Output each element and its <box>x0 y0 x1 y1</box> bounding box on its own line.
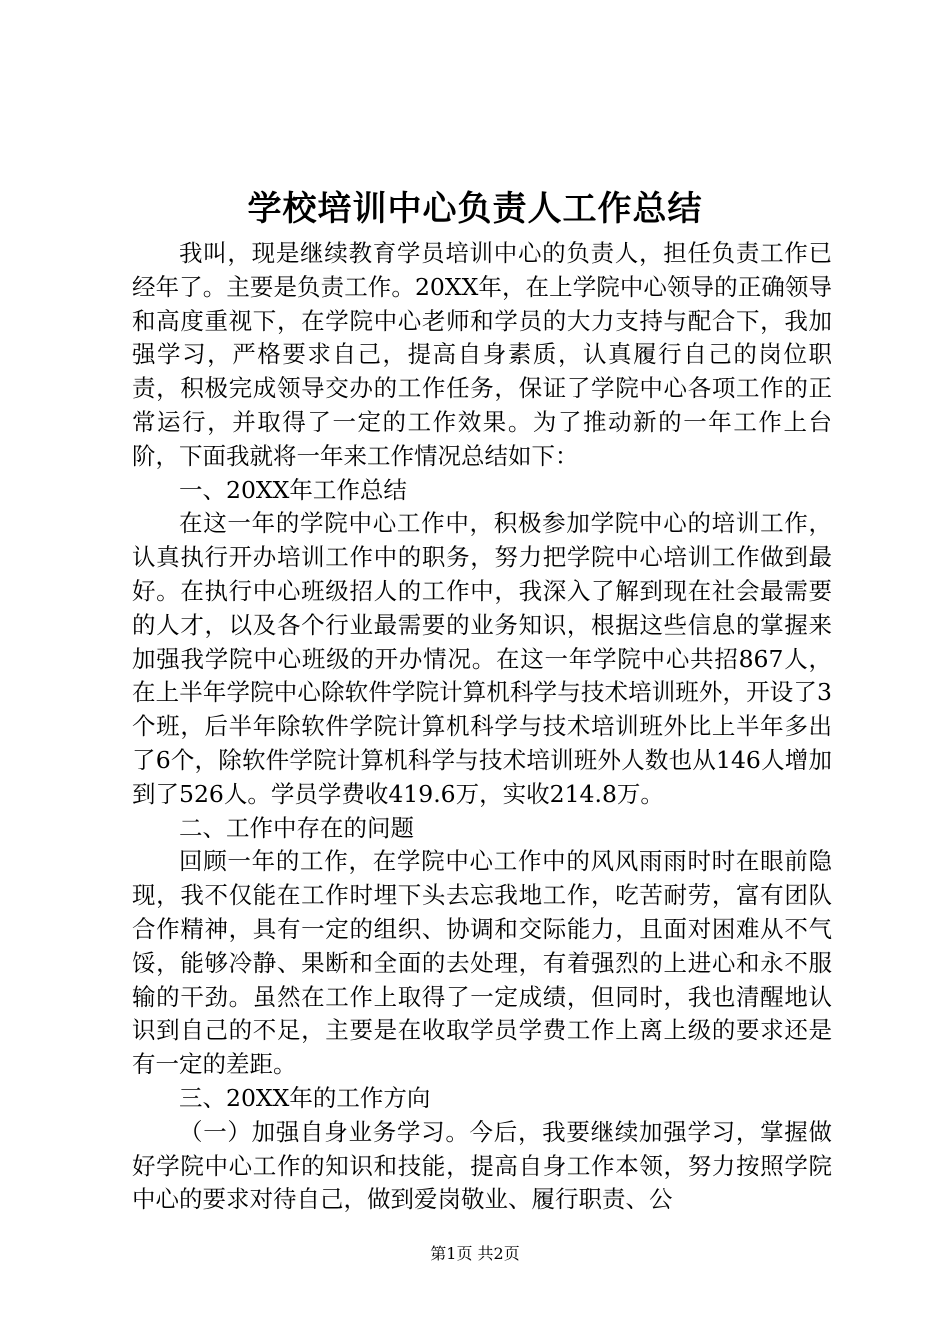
section-heading-3: 三、20XX年的工作方向 <box>179 1083 431 1112</box>
paragraph-intro: 我叫，现是继续教育学员培训中心的负责人，担任负责工作已经年了。主要是负责工作。20XX年，在上学院中心领导的正确领导和高度重视下，在学院中心老师和学员的大力支持与配合下，我加强学习，严格要求自己，提高自身素质，认真履行自己的岗位职责，积极完成领导交办的工作任务，保证了学院中心各项工作的正常运行，并取得了一定的工作效果。为了推动新的一年工作上台阶，下面我就将一年来工作情况总结如下： <box>132 239 832 470</box>
paragraph-section-2: 回顾一年的工作，在学院中心工作中的风风雨雨时时在眼前隐现，我不仅能在工作时埋下头去忘我地工作，吃苦耐劳，富有团队合作精神，具有一定的组织、协调和交际能力，且面对困难从不气馁，能够冷静、果断和全面的去处理，有着强烈的上进心和永不服输的干劲。虽然在工作上取得了一定成绩，但同时，我也清醒地认识到自己的不足，主要是在收取学员学费工作上离上级的要求还是有一定的差距。 <box>132 847 832 1079</box>
document-title: 学校培训中心负责人工作总结 <box>247 189 703 229</box>
document-body <box>132 237 832 1217</box>
paragraph-section-3-item-1: （一）加强自身业务学习。今后，我要继续加强学习，掌握做好学院中心工作的知识和技能，提高自身工作本领，努力按照学院中心的要求对待自己，做到爱岗敬业、履行职责、公 <box>132 1117 832 1214</box>
section-heading-2: 二、工作中存在的问题 <box>179 813 414 842</box>
paragraph-section-1: 在这一年的学院中心工作中，积极参加学院中心的培训工作，认真执行开办培训工作中的职务，努力把学院中心培训工作做到最好。在执行中心班级招人的工作中，我深入了解到现在社会最需要的人才，以及各个行业最需要的业务知识，根据这些信息的掌握来加强我学院中心班级的开办情况。在这一年学院中心共招867人，在上半年学院中心除软件学院计算机科学与技术培训班外，开设了3个班，后半年除软件学院计算机科学与技术培训班外比上半年多出了6个，除软件学院计算机科学与技术培训班外人数也从146人增加到了526人。学员学费收419.6万，实收214.8万。 <box>132 509 832 808</box>
section-heading-1: 一、20XX年工作总结 <box>179 475 407 504</box>
page-footer: 第1页 共2页 <box>430 1244 520 1263</box>
